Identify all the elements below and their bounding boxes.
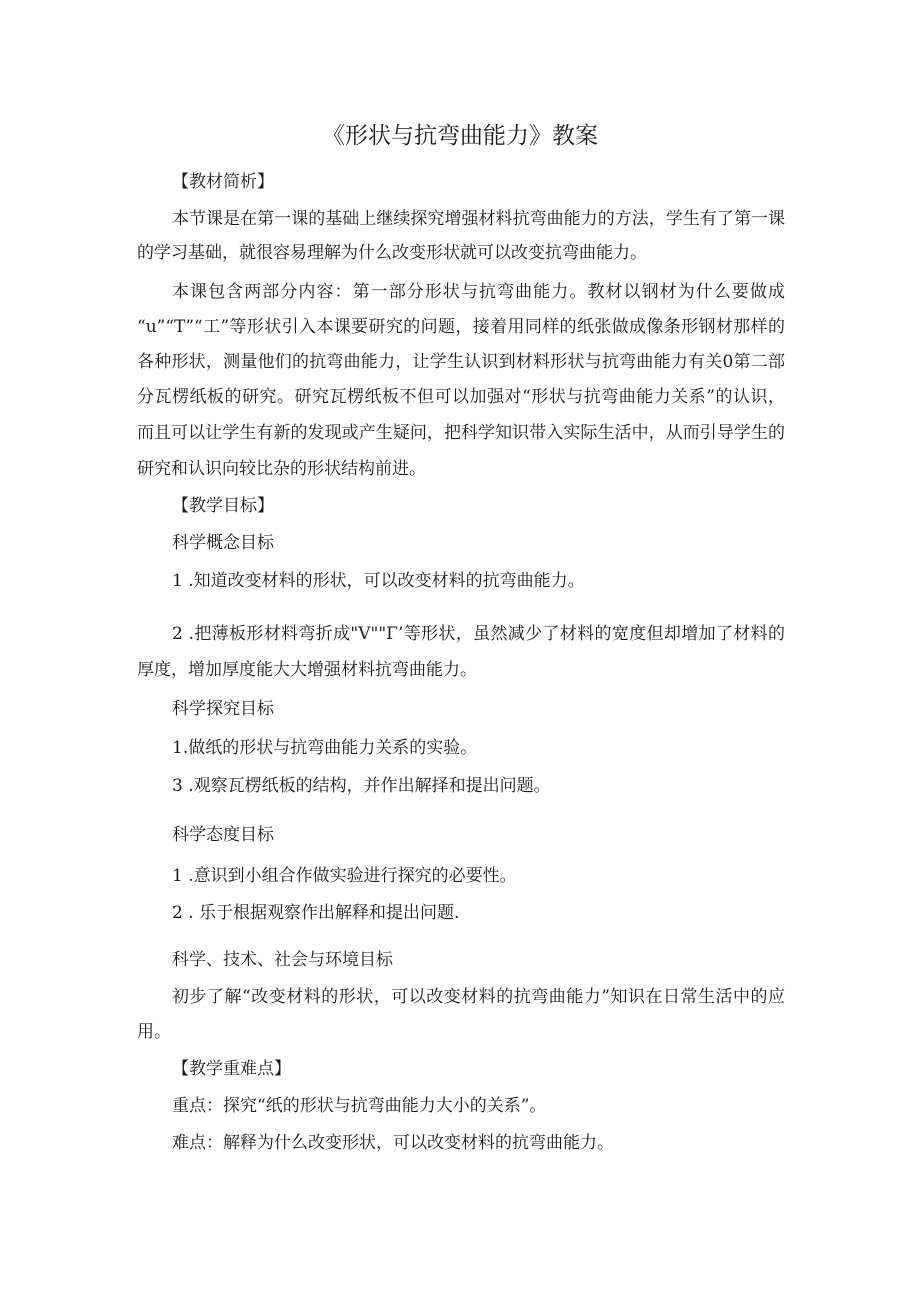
paragraph-line: 用。 — [137, 1022, 171, 1042]
section-heading-goals: 【教学目标】 — [172, 496, 274, 516]
section-heading-key-points: 【教学重难点】 — [172, 1059, 291, 1079]
subheading-sts: 科学、技术、社会与环境目标 — [172, 950, 393, 970]
paragraph-line: “u”“T”“工”等形状引入本课要研究的问题，接着用同样的纸张做成像条形钢材那样的 — [137, 317, 785, 337]
paragraph-line: 研究和认识向较比杂的形状结构前进。 — [137, 459, 426, 479]
subheading-attitude: 科学态度目标 — [172, 825, 274, 845]
list-item: 3 .观察瓦楞纸板的结构，并作出解择和提出问题。 — [172, 776, 551, 796]
page-title: 《形状与抗弯曲能力》教案 — [322, 123, 598, 149]
list-item: 1.做纸的形状与抗弯曲能力关系的实验。 — [172, 738, 478, 758]
paragraph-line: 的学习基础，就很容易理解为什么改变形状就可以改变抗弯曲能力。 — [137, 243, 647, 263]
list-item: 1 .知道改变材料的形状，可以改变材料的抗弯曲能力。 — [172, 571, 585, 591]
list-item: 2 . 乐于根据观察作出解释和提出问题. — [172, 903, 460, 923]
paragraph-line: 厚度，增加厚度能大大增强材料抗弯曲能力。 — [137, 660, 477, 680]
difficult-point: 难点：解释为什么改变形状，可以改变材料的抗弯曲能力。 — [172, 1133, 614, 1153]
paragraph-line: 本节课是在第一课的基础上继续探究增强材料抗弯曲能力的方法，学生有了第一课 — [172, 209, 785, 229]
paragraph-line: 各种形状，测量他们的抗弯曲能力，让学生认识到材料形状与抗弯曲能力有关0第二部 — [137, 352, 785, 372]
list-item: 1 .意识到小组合作做实验进行探究的必要性。 — [172, 866, 517, 886]
paragraph-line: 初步了解“改变材料的形状，可以改变材料的抗弯曲能力”知识在日常生活中的应 — [172, 987, 785, 1007]
paragraph-line: 本课包含两部分内容：第一部分形状与抗弯曲能力。教材以钢材为什么要做成 — [172, 282, 785, 302]
paragraph-line: 而且可以让学生有新的发现或产生疑问，把科学知识带入实际生活中，从而引导学生的 — [137, 423, 785, 443]
paragraph-line: 分瓦楞纸板的研究。研究瓦楞纸板不但可以加强对“形状与抗弯曲能力关系”的认识， — [137, 387, 785, 407]
key-point: 重点：探究“纸的形状与抗弯曲能力大小的关系”。 — [172, 1096, 547, 1116]
list-item: 2 .把薄板形材料弯折成"V""Γ’等形状，虽然减少了材料的宽度但却增加了材料的 — [172, 624, 785, 644]
subheading-concept: 科学概念目标 — [172, 533, 274, 553]
subheading-inquiry: 科学探究目标 — [172, 699, 274, 719]
section-heading-textbook: 【教材简析】 — [172, 172, 274, 192]
